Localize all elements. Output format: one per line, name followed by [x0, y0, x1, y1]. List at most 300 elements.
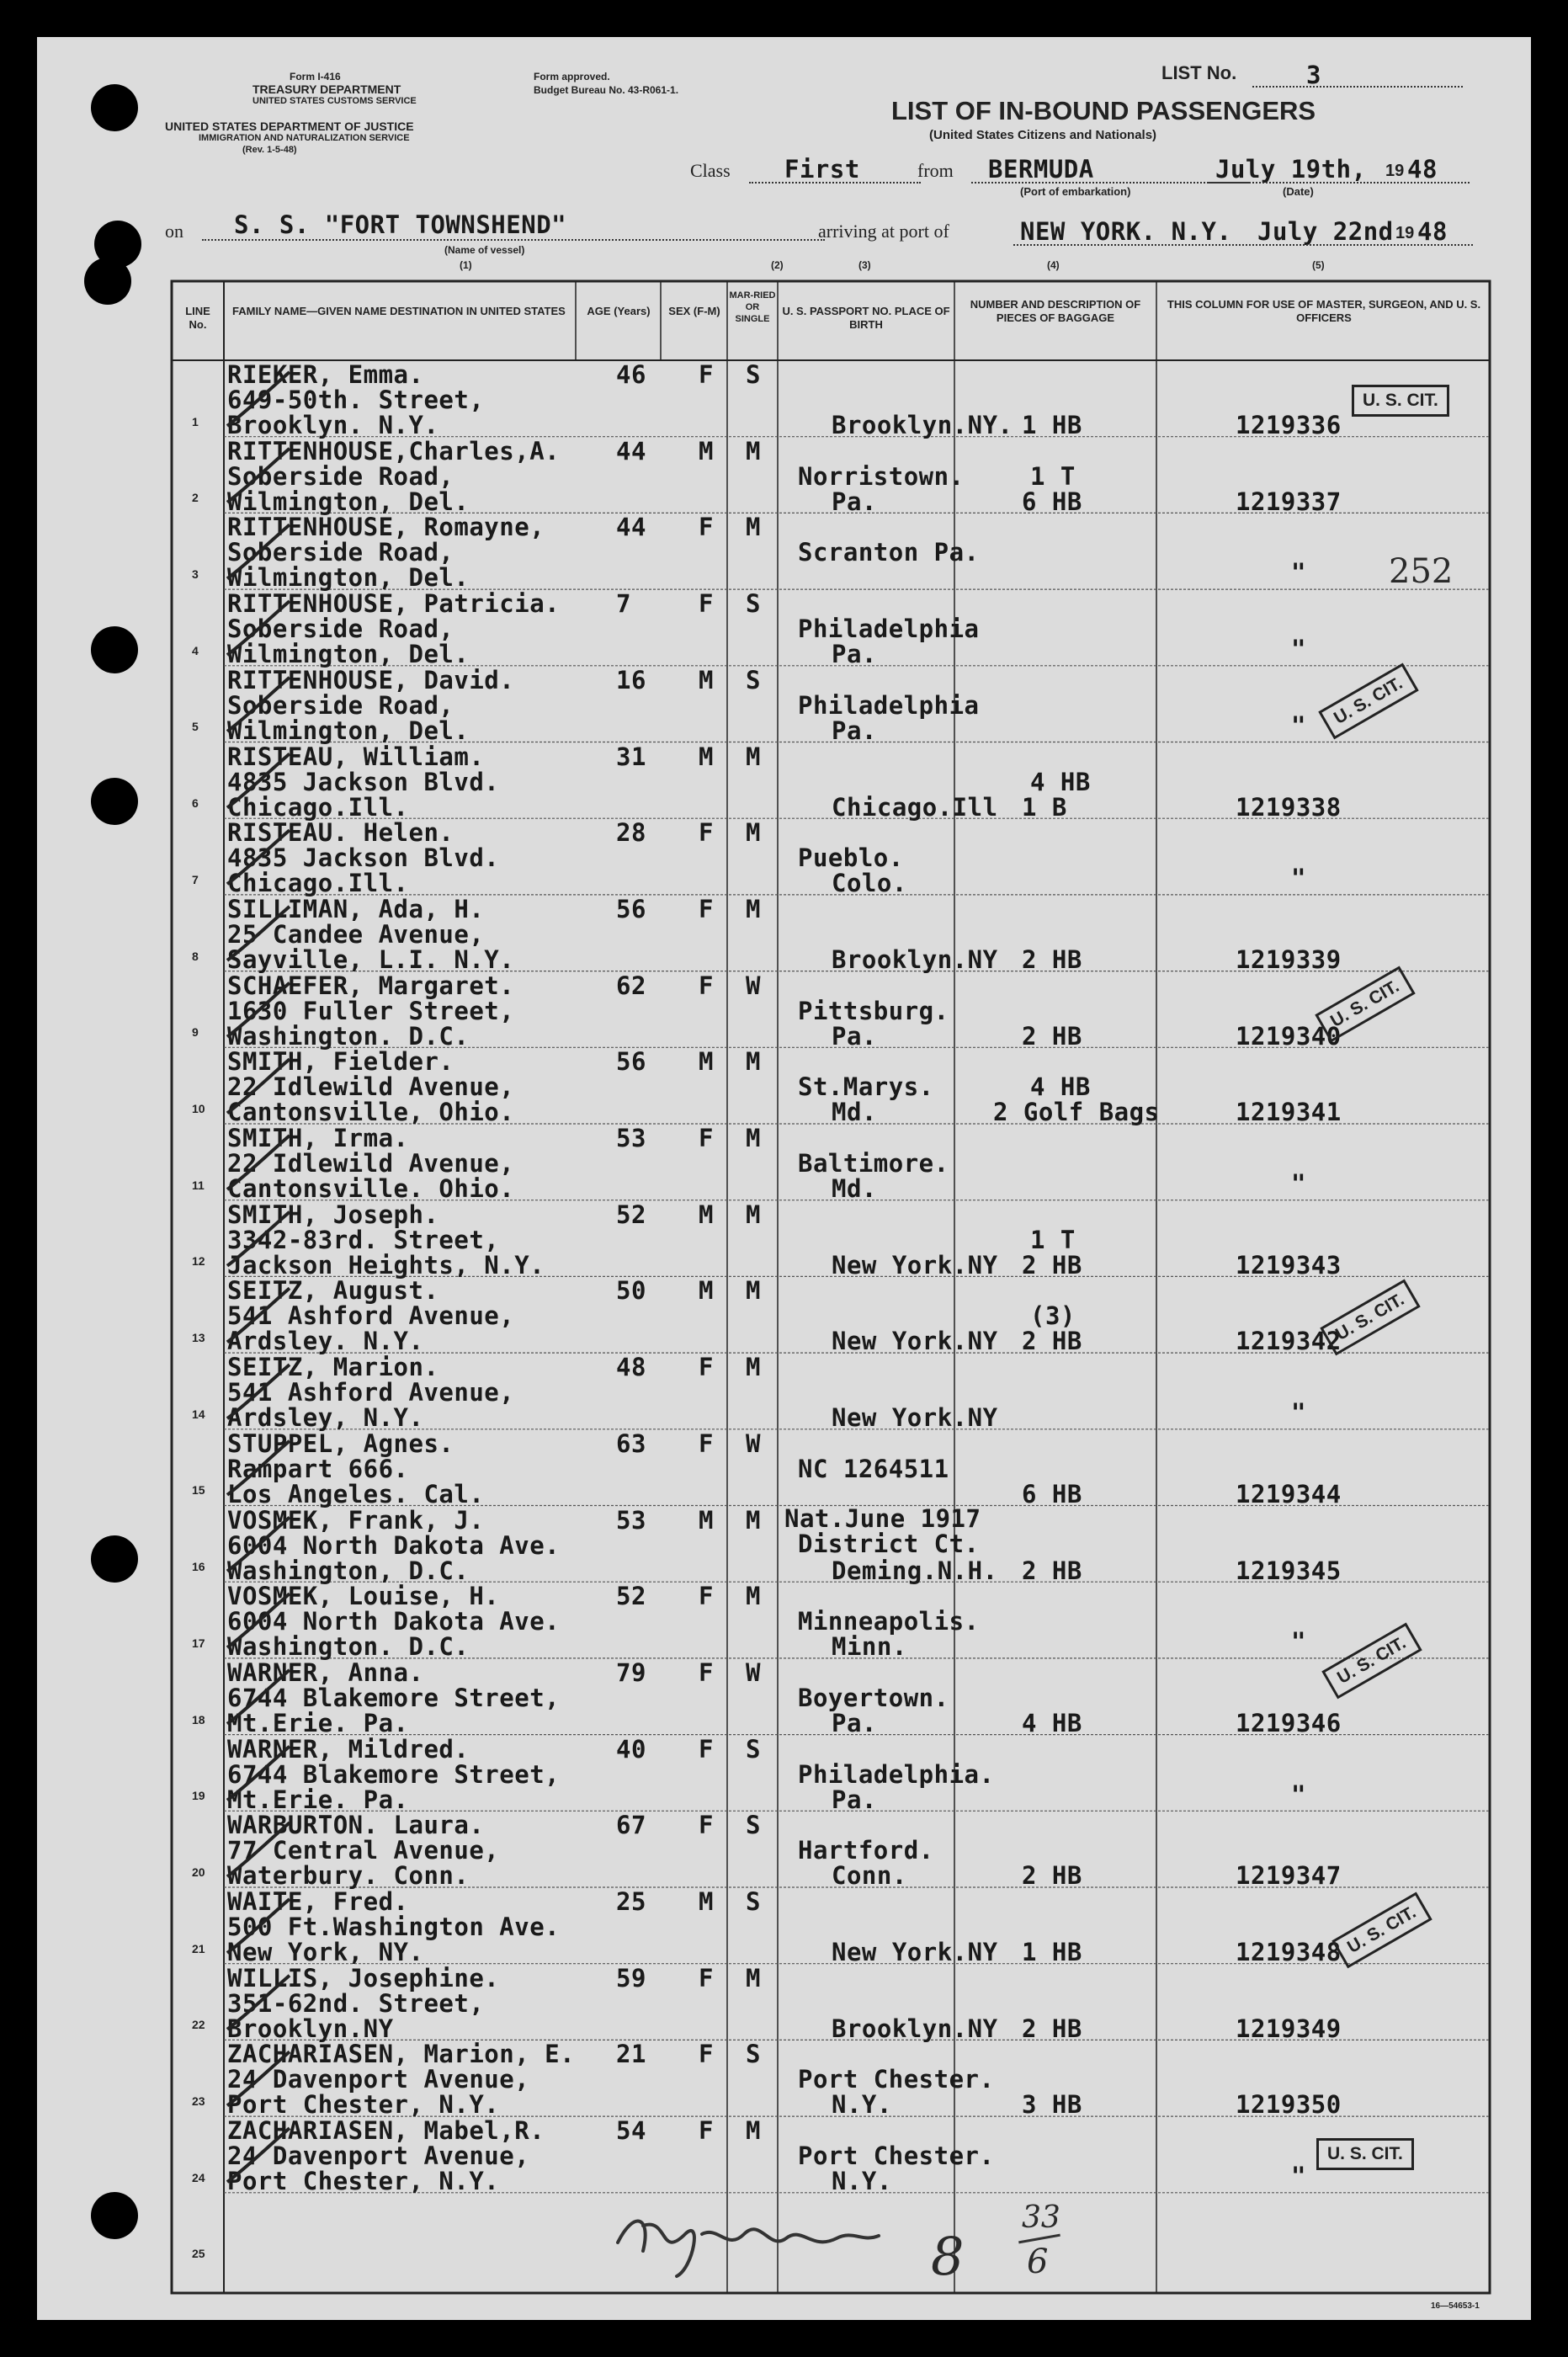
line-number: 8 — [192, 949, 199, 963]
address-line-1: 541 Ashford Avenue, — [227, 1378, 515, 1407]
passenger-name: STUPPEL, Agnes. — [227, 1429, 454, 1458]
col-num-4: (4) — [1047, 259, 1060, 271]
birth-place-2: N.Y. — [832, 2167, 892, 2196]
check-stroke — [227, 1822, 290, 1876]
baggage-2: 2 HB — [1022, 944, 1082, 974]
col-header-age: AGE (Years) — [587, 305, 651, 317]
col-num-5: (5) — [1312, 259, 1325, 271]
check-stroke — [227, 1899, 290, 1953]
footer-code: 16—54653-1 — [1431, 2301, 1480, 2311]
check-stroke — [227, 830, 290, 884]
check-stroke — [227, 983, 290, 1037]
passenger-name: RITTENHOUSE,Charles,A. — [227, 436, 561, 466]
birth-place-1: Philadelphia — [798, 615, 980, 644]
address-line-2: Waterbury. Conn. — [227, 1861, 470, 1891]
age: 48 — [616, 1353, 646, 1382]
address-line-1: 649-50th. Street, — [227, 386, 485, 414]
address-line-1: 24 Davenport Avenue, — [227, 2065, 530, 2094]
birth-place-2: N.Y. — [832, 2090, 892, 2120]
line-number: 17 — [192, 1636, 205, 1650]
tick-marks — [37, 37, 1531, 2320]
address-line-1: 22 Idlewild Avenue, — [227, 1149, 515, 1178]
address-line-1: 6744 Blakemore Street, — [227, 1759, 561, 1789]
marital-status: S — [746, 1887, 761, 1916]
officer-entry: 1219350 — [1236, 2090, 1342, 2120]
birth-place-2: Md. — [832, 1174, 877, 1203]
sex: F — [699, 1734, 714, 1764]
birth-note: Nat.June 1917 — [784, 1503, 981, 1533]
on-label: on — [165, 221, 183, 242]
marital-status: M — [746, 1963, 761, 1993]
address-line-2: Wilmington, Del. — [227, 716, 470, 745]
marital-status: W — [746, 1429, 761, 1458]
us-cit-stamp-rotated: U. S. CIT. — [1318, 663, 1418, 740]
passenger-name: SMITH, Fielder. — [227, 1047, 454, 1077]
baggage-1: 4 HB — [1030, 1072, 1091, 1102]
col-num-2: (2) — [771, 259, 784, 271]
birth-place-1: Port Chester. — [798, 2142, 995, 2171]
check-stroke — [227, 1441, 290, 1495]
officer-entry: " — [1291, 635, 1306, 664]
age: 21 — [616, 2040, 646, 2069]
address-line-2: Chicago.Ill. — [227, 792, 409, 822]
baggage-1: (3) — [1030, 1301, 1076, 1331]
address-line-2: Ardsley. N.Y. — [227, 1327, 424, 1356]
check-stroke — [227, 754, 290, 808]
birth-place-1: Minneapolis. — [798, 1607, 980, 1636]
age: 56 — [616, 1047, 646, 1077]
sex: M — [699, 1505, 714, 1535]
birth-place-1: Baltimore. — [798, 1149, 949, 1178]
address-line-1: Rampart 666. — [227, 1454, 409, 1483]
sex: M — [699, 1276, 714, 1306]
age: 67 — [616, 1811, 646, 1840]
age: 79 — [616, 1657, 646, 1687]
birth-place-2: New York.NY — [832, 1403, 998, 1433]
marital-status: S — [746, 1811, 761, 1840]
document-subtitle: (United States Citizens and Nationals) — [929, 128, 1157, 142]
document-title: LIST OF IN-BOUND PASSENGERS — [891, 96, 1316, 125]
col-header-officers: THIS COLUMN FOR USE OF MASTER, SURGEON, AND U. S. OFFICERS — [1167, 298, 1481, 324]
address-line-2: Wilmington, Del. — [227, 487, 470, 516]
baggage-2: 2 HB — [1022, 1861, 1082, 1891]
officer-entry: 1219349 — [1236, 2014, 1342, 2043]
birth-place-2: Chicago.Ill — [832, 792, 998, 822]
col-header-sex: SEX (F-M) — [668, 305, 720, 317]
baggage-2: 6 HB — [1022, 487, 1082, 516]
birth-place-2: Pa. — [832, 1708, 877, 1737]
age: 62 — [616, 971, 646, 1000]
passenger-name: WARNER, Anna. — [227, 1657, 424, 1687]
age: 52 — [616, 1582, 646, 1611]
age: 44 — [616, 436, 646, 466]
sex: F — [699, 360, 714, 389]
birth-place-2: Brooklyn.NY — [832, 2014, 998, 2043]
baggage-2: 1 HB — [1022, 411, 1082, 439]
officer-entry: " — [1291, 1780, 1306, 1809]
birth-place-2: Pa. — [832, 1785, 877, 1814]
address-line-2: Sayville, L.I. N.Y. — [227, 944, 515, 974]
officer-entry: 1219338 — [1236, 792, 1342, 822]
justice-dept: UNITED STATES DEPARTMENT OF JUSTICE — [165, 120, 414, 133]
arrival-year-prefix: 19 — [1395, 224, 1415, 242]
check-stroke — [227, 1518, 290, 1572]
check-stroke — [227, 1288, 290, 1342]
line-number: 18 — [192, 1712, 205, 1727]
col-header-passport: U. S. PASSPORT NO. PLACE OF BIRTH — [782, 305, 950, 331]
address-line-2: Ardsley, N.Y. — [227, 1403, 424, 1433]
baggage-2: 1 HB — [1022, 1938, 1082, 1966]
address-line-2: Mt.Erie. Pa. — [227, 1785, 409, 1814]
col-header-name: FAMILY NAME—GIVEN NAME DESTINATION IN UNITED STATES — [232, 305, 566, 317]
birth-place-2: Deming.N.H. — [832, 1556, 998, 1585]
age: 46 — [616, 360, 646, 389]
sex: M — [699, 742, 714, 771]
address-line-2: Washington. D.C. — [227, 1021, 470, 1051]
age: 7 — [616, 589, 631, 619]
line-number: 11 — [192, 1178, 205, 1192]
marital-status: M — [746, 1047, 761, 1077]
address-line-2: Cantonsville, Ohio. — [227, 1098, 515, 1127]
baggage-2: 4 HB — [1022, 1708, 1082, 1737]
sex: M — [699, 436, 714, 466]
line-number: 5 — [192, 720, 199, 734]
birth-place-2: Conn. — [832, 1861, 907, 1891]
birth-place-2: Minn. — [832, 1632, 907, 1662]
officer-entry: 1219341 — [1236, 1098, 1342, 1127]
check-stroke — [227, 907, 290, 960]
officer-entry: 1219344 — [1236, 1479, 1342, 1508]
birth-place-2: New York.NY — [832, 1327, 998, 1356]
address-line-1: 6004 North Dakota Ave. — [227, 1530, 561, 1560]
check-stroke — [227, 1594, 290, 1647]
baggage-1: 1 T — [1030, 1225, 1076, 1254]
address-line-1: 500 Ft.Washington Ave. — [227, 1913, 561, 1941]
address-line-1: Soberside Road, — [227, 538, 454, 567]
birth-place-2: Brooklyn.NY. — [832, 411, 1013, 439]
us-cit-stamp: U. S. CIT. — [1352, 385, 1449, 417]
passenger-name: SMITH, Joseph. — [227, 1200, 439, 1229]
check-stroke — [227, 601, 290, 655]
address-line-2: Brooklyn.NY — [227, 2014, 394, 2043]
line-number: 7 — [192, 872, 199, 886]
passenger-name: WARBURTON. Laura. — [227, 1811, 485, 1840]
marital-status: M — [746, 2116, 761, 2146]
line-number: 23 — [192, 2094, 205, 2109]
age: 53 — [616, 1505, 646, 1535]
sex: F — [699, 1353, 714, 1382]
marital-status: W — [746, 971, 761, 1000]
form-number: Form I-416 — [290, 71, 341, 82]
birth-place-2: Pa. — [832, 487, 877, 516]
check-stroke — [227, 1136, 290, 1189]
marital-status: M — [746, 818, 761, 848]
check-stroke — [227, 1747, 290, 1801]
marital-status: S — [746, 589, 761, 619]
check-stroke — [227, 2128, 290, 2182]
birth-place-2: New York.NY — [832, 1250, 998, 1280]
passenger-name: SEITZ, Marion. — [227, 1353, 439, 1382]
line-number: 25 — [192, 2247, 205, 2261]
check-stroke — [227, 1670, 290, 1724]
birth-place-1: Port Chester. — [798, 2065, 995, 2094]
address-line-1: 3342-83rd. Street, — [227, 1225, 500, 1254]
customs-service: UNITED STATES CUSTOMS SERVICE — [252, 96, 417, 106]
birth-place-1: Norristown. — [798, 461, 965, 491]
passenger-name: WARNER, Mildred. — [227, 1734, 470, 1764]
check-stroke — [227, 1976, 290, 2030]
line-number: 1 — [192, 414, 199, 428]
birth-place-1: NC 1264511 — [798, 1454, 949, 1483]
marital-status: M — [746, 1505, 761, 1535]
address-line-1: 4835 Jackson Blvd. — [227, 843, 500, 873]
address-line-1: 25 Candee Avenue, — [227, 919, 485, 949]
officer-entry: 1219337 — [1236, 487, 1342, 516]
departure-date: July 19th, — [1215, 155, 1367, 184]
col-header-baggage: NUMBER AND DESCRIPTION OF PIECES OF BAGGAGE — [970, 298, 1141, 324]
line-number: 9 — [192, 1025, 199, 1040]
col-num-1: (1) — [460, 259, 472, 271]
us-cit-stamp-rotated: U. S. CIT. — [1320, 1280, 1420, 1356]
check-stroke — [227, 524, 290, 578]
fraction-denominator: 6 — [1027, 2243, 1049, 2281]
passenger-name: SMITH, Irma. — [227, 1124, 409, 1152]
sex: F — [699, 1124, 714, 1152]
baggage-2: 2 Golf Bags — [993, 1098, 1160, 1127]
line-number: 4 — [192, 643, 199, 657]
age: 31 — [616, 742, 646, 771]
address-line-1: 24 Davenport Avenue, — [227, 2142, 530, 2171]
line-number: 19 — [192, 1789, 205, 1803]
from-label: from — [917, 160, 954, 181]
passenger-name: VOSMEK, Frank, J. — [227, 1505, 485, 1535]
birth-place-1: Scranton Pa. — [798, 538, 980, 567]
age: 56 — [616, 894, 646, 923]
sex: F — [699, 2040, 714, 2069]
sex: F — [699, 1582, 714, 1611]
sex: F — [699, 1657, 714, 1687]
marital-status: S — [746, 2040, 761, 2069]
age: 25 — [616, 1887, 646, 1916]
passenger-name: ZACHARIASEN, Marion, E. — [227, 2040, 576, 2069]
birth-place-2: Pa. — [832, 640, 877, 669]
form-revision: (Rev. 1-5-48) — [242, 145, 297, 155]
birth-place-1: Hartford. — [798, 1836, 934, 1865]
list-no-label: LIST No. — [1161, 62, 1237, 83]
col-header-married: MAR-RIED OR SINGLE — [729, 290, 776, 324]
birth-place-1: Philadelphia. — [798, 1759, 995, 1789]
address-line-2: Washington. D.C. — [227, 1632, 470, 1662]
baggage-2: 2 HB — [1022, 1250, 1082, 1280]
officer-entry: 1219348 — [1236, 1938, 1342, 1966]
passenger-name: WAITE, Fred. — [227, 1887, 409, 1916]
passenger-name: RITTENHOUSE, Romayne, — [227, 513, 545, 542]
address-line-2: Cantonsville. Ohio. — [227, 1174, 515, 1203]
baggage-2: 2 HB — [1022, 2014, 1082, 2043]
age: 16 — [616, 665, 646, 694]
line-number: 15 — [192, 1483, 205, 1498]
birth-place-2: Pa. — [832, 1021, 877, 1051]
officer-entry: 1219339 — [1236, 944, 1342, 974]
address-line-1: 1630 Fuller Street, — [227, 996, 515, 1025]
officer-entry: " — [1291, 1398, 1306, 1428]
line-number: 2 — [192, 491, 199, 505]
list-no-value: 3 — [1306, 61, 1321, 89]
baggage-2: 2 HB — [1022, 1021, 1082, 1051]
line-number: 14 — [192, 1407, 205, 1421]
treasury-dept: TREASURY DEPARTMENT — [252, 82, 401, 96]
passenger-name: VOSMEK, Louise, H. — [227, 1582, 500, 1611]
sex: F — [699, 2116, 714, 2146]
address-line-2: Brooklyn. N.Y. — [227, 411, 439, 439]
passenger-name: RISTEAU. Helen. — [227, 818, 454, 848]
vessel-name: S. S. "FORT TOWNSHEND" — [234, 210, 567, 239]
check-stroke — [227, 449, 290, 503]
passenger-name: ZACHARIASEN, Mabel,R. — [227, 2116, 545, 2146]
officer-entry: 1219347 — [1236, 1861, 1342, 1891]
age: 50 — [616, 1276, 646, 1306]
officer-entry: " — [1291, 864, 1306, 893]
passenger-name: SCHAEFER, Margaret. — [227, 971, 515, 1000]
form-approved: Form approved. — [534, 71, 610, 82]
handwritten-8: 8 — [931, 2226, 965, 2287]
marital-status: S — [746, 1734, 761, 1764]
address-line-1: Soberside Road, — [227, 461, 454, 491]
arrival-year: 48 — [1417, 217, 1448, 246]
marital-status: M — [746, 1124, 761, 1152]
baggage-2: 3 HB — [1022, 2090, 1082, 2120]
baggage-2: 2 HB — [1022, 1556, 1082, 1585]
marital-status: M — [746, 1582, 761, 1611]
age: 59 — [616, 1963, 646, 1993]
age: 54 — [616, 2116, 646, 2146]
address-line-2: New York, NY. — [227, 1938, 424, 1966]
arrival-port: NEW YORK. N.Y. — [1020, 217, 1232, 246]
arriving-label: arriving at port of — [818, 221, 949, 242]
address-line-1: 541 Ashford Avenue, — [227, 1301, 515, 1331]
passenger-name: SILLIMAN, Ada, H. — [227, 894, 485, 923]
line-number: 24 — [192, 2170, 205, 2184]
marital-status: S — [746, 360, 761, 389]
address-line-2: Port Chester, N.Y. — [227, 2090, 500, 2120]
officer-entry: 1219346 — [1236, 1708, 1342, 1737]
birth-place-1: Philadelphia — [798, 690, 980, 720]
address-line-2: Jackson Heights, N.Y. — [227, 1250, 545, 1280]
baggage-1: 1 T — [1030, 461, 1076, 491]
manifest-sheet — [37, 37, 1531, 2320]
baggage-2: 6 HB — [1022, 1479, 1082, 1508]
marital-status: M — [746, 1276, 761, 1306]
check-stroke — [227, 372, 290, 426]
check-stroke — [227, 1212, 290, 1266]
sex: F — [699, 971, 714, 1000]
sex: M — [699, 1200, 714, 1229]
address-line-1: 4835 Jackson Blvd. — [227, 767, 500, 796]
line-number: 6 — [192, 796, 199, 811]
marital-status: S — [746, 665, 761, 694]
address-line-2: Wilmington, Del. — [227, 563, 470, 593]
officer-entry: " — [1291, 558, 1306, 588]
birth-place-1: District Ct. — [798, 1529, 980, 1558]
vessel-caption: (Name of vessel) — [444, 244, 525, 256]
fraction-numerator: 33 — [1022, 2200, 1060, 2235]
officer-entry: " — [1291, 1169, 1306, 1198]
passenger-name: RITTENHOUSE, Patricia. — [227, 589, 561, 619]
line-number: 3 — [192, 567, 199, 582]
birth-place-2: Brooklyn.NY — [832, 944, 998, 974]
ins-service: IMMIGRATION AND NATURALIZATION SERVICE — [199, 133, 410, 143]
sex: M — [699, 1047, 714, 1077]
sex: F — [699, 1963, 714, 1993]
passenger-name: RISTEAU, William. — [227, 742, 485, 771]
marital-status: M — [746, 436, 761, 466]
address-line-2: Wilmington, Del. — [227, 640, 470, 669]
address-line-1: Soberside Road, — [227, 615, 454, 644]
address-line-2: Port Chester, N.Y. — [227, 2167, 500, 2196]
sex: F — [699, 1811, 714, 1840]
passenger-name: SEITZ, August. — [227, 1276, 439, 1306]
address-line-1: 6004 North Dakota Ave. — [227, 1607, 561, 1636]
age: 52 — [616, 1200, 646, 1229]
officer-entry: 1219336 — [1236, 411, 1342, 439]
marital-status: W — [746, 1657, 761, 1687]
check-stroke — [227, 1059, 290, 1113]
passenger-name: RIEKER, Emma. — [227, 360, 424, 389]
check-stroke — [227, 1365, 290, 1418]
birth-place-1: Pueblo. — [798, 843, 904, 873]
sex: M — [699, 1887, 714, 1916]
baggage-2: 2 HB — [1022, 1327, 1082, 1356]
officer-entry: 1219340 — [1236, 1021, 1342, 1051]
check-stroke — [227, 678, 290, 732]
arrival-date: July 22nd — [1257, 217, 1394, 246]
sex: F — [699, 894, 714, 923]
address-line-2: Washington, D.C. — [227, 1556, 470, 1585]
sex: F — [699, 1429, 714, 1458]
budget-bureau: Budget Bureau No. 43-R061-1. — [534, 84, 679, 96]
officer-entry: " — [1291, 2162, 1306, 2191]
age: 63 — [616, 1429, 646, 1458]
date-caption: (Date) — [1283, 185, 1314, 198]
year-prefix: 19 — [1385, 162, 1405, 180]
stamp-number-252: 252 — [1389, 552, 1454, 591]
line-number: 10 — [192, 1101, 205, 1115]
from-value: BERMUDA — [988, 155, 1094, 184]
baggage-1: 4 HB — [1030, 767, 1091, 796]
line-number: 20 — [192, 1865, 205, 1879]
col-num-3: (3) — [858, 259, 871, 271]
sex: F — [699, 818, 714, 848]
officer-entry: 1219342 — [1236, 1327, 1342, 1356]
sex: F — [699, 589, 714, 619]
birth-place-2: Colo. — [832, 869, 907, 898]
officer-entry: " — [1291, 1627, 1306, 1657]
address-line-2: Los Angeles. Cal. — [227, 1479, 485, 1508]
class-value: First — [784, 155, 860, 184]
birth-place-1: Pittsburg. — [798, 996, 949, 1025]
address-line-1: 6744 Blakemore Street, — [227, 1683, 561, 1712]
line-number: 12 — [192, 1254, 205, 1269]
address-line-1: 351-62nd. Street, — [227, 1988, 485, 2018]
address-line-1: 22 Idlewild Avenue, — [227, 1072, 515, 1102]
marital-status: M — [746, 513, 761, 542]
check-stroke — [227, 2051, 290, 2105]
officer-entry: " — [1291, 710, 1306, 740]
passenger-name: RITTENHOUSE, David. — [227, 665, 515, 694]
baggage-2: 1 B — [1022, 792, 1067, 822]
port-embarkation-caption: (Port of embarkation) — [1020, 185, 1131, 198]
marital-status: M — [746, 894, 761, 923]
